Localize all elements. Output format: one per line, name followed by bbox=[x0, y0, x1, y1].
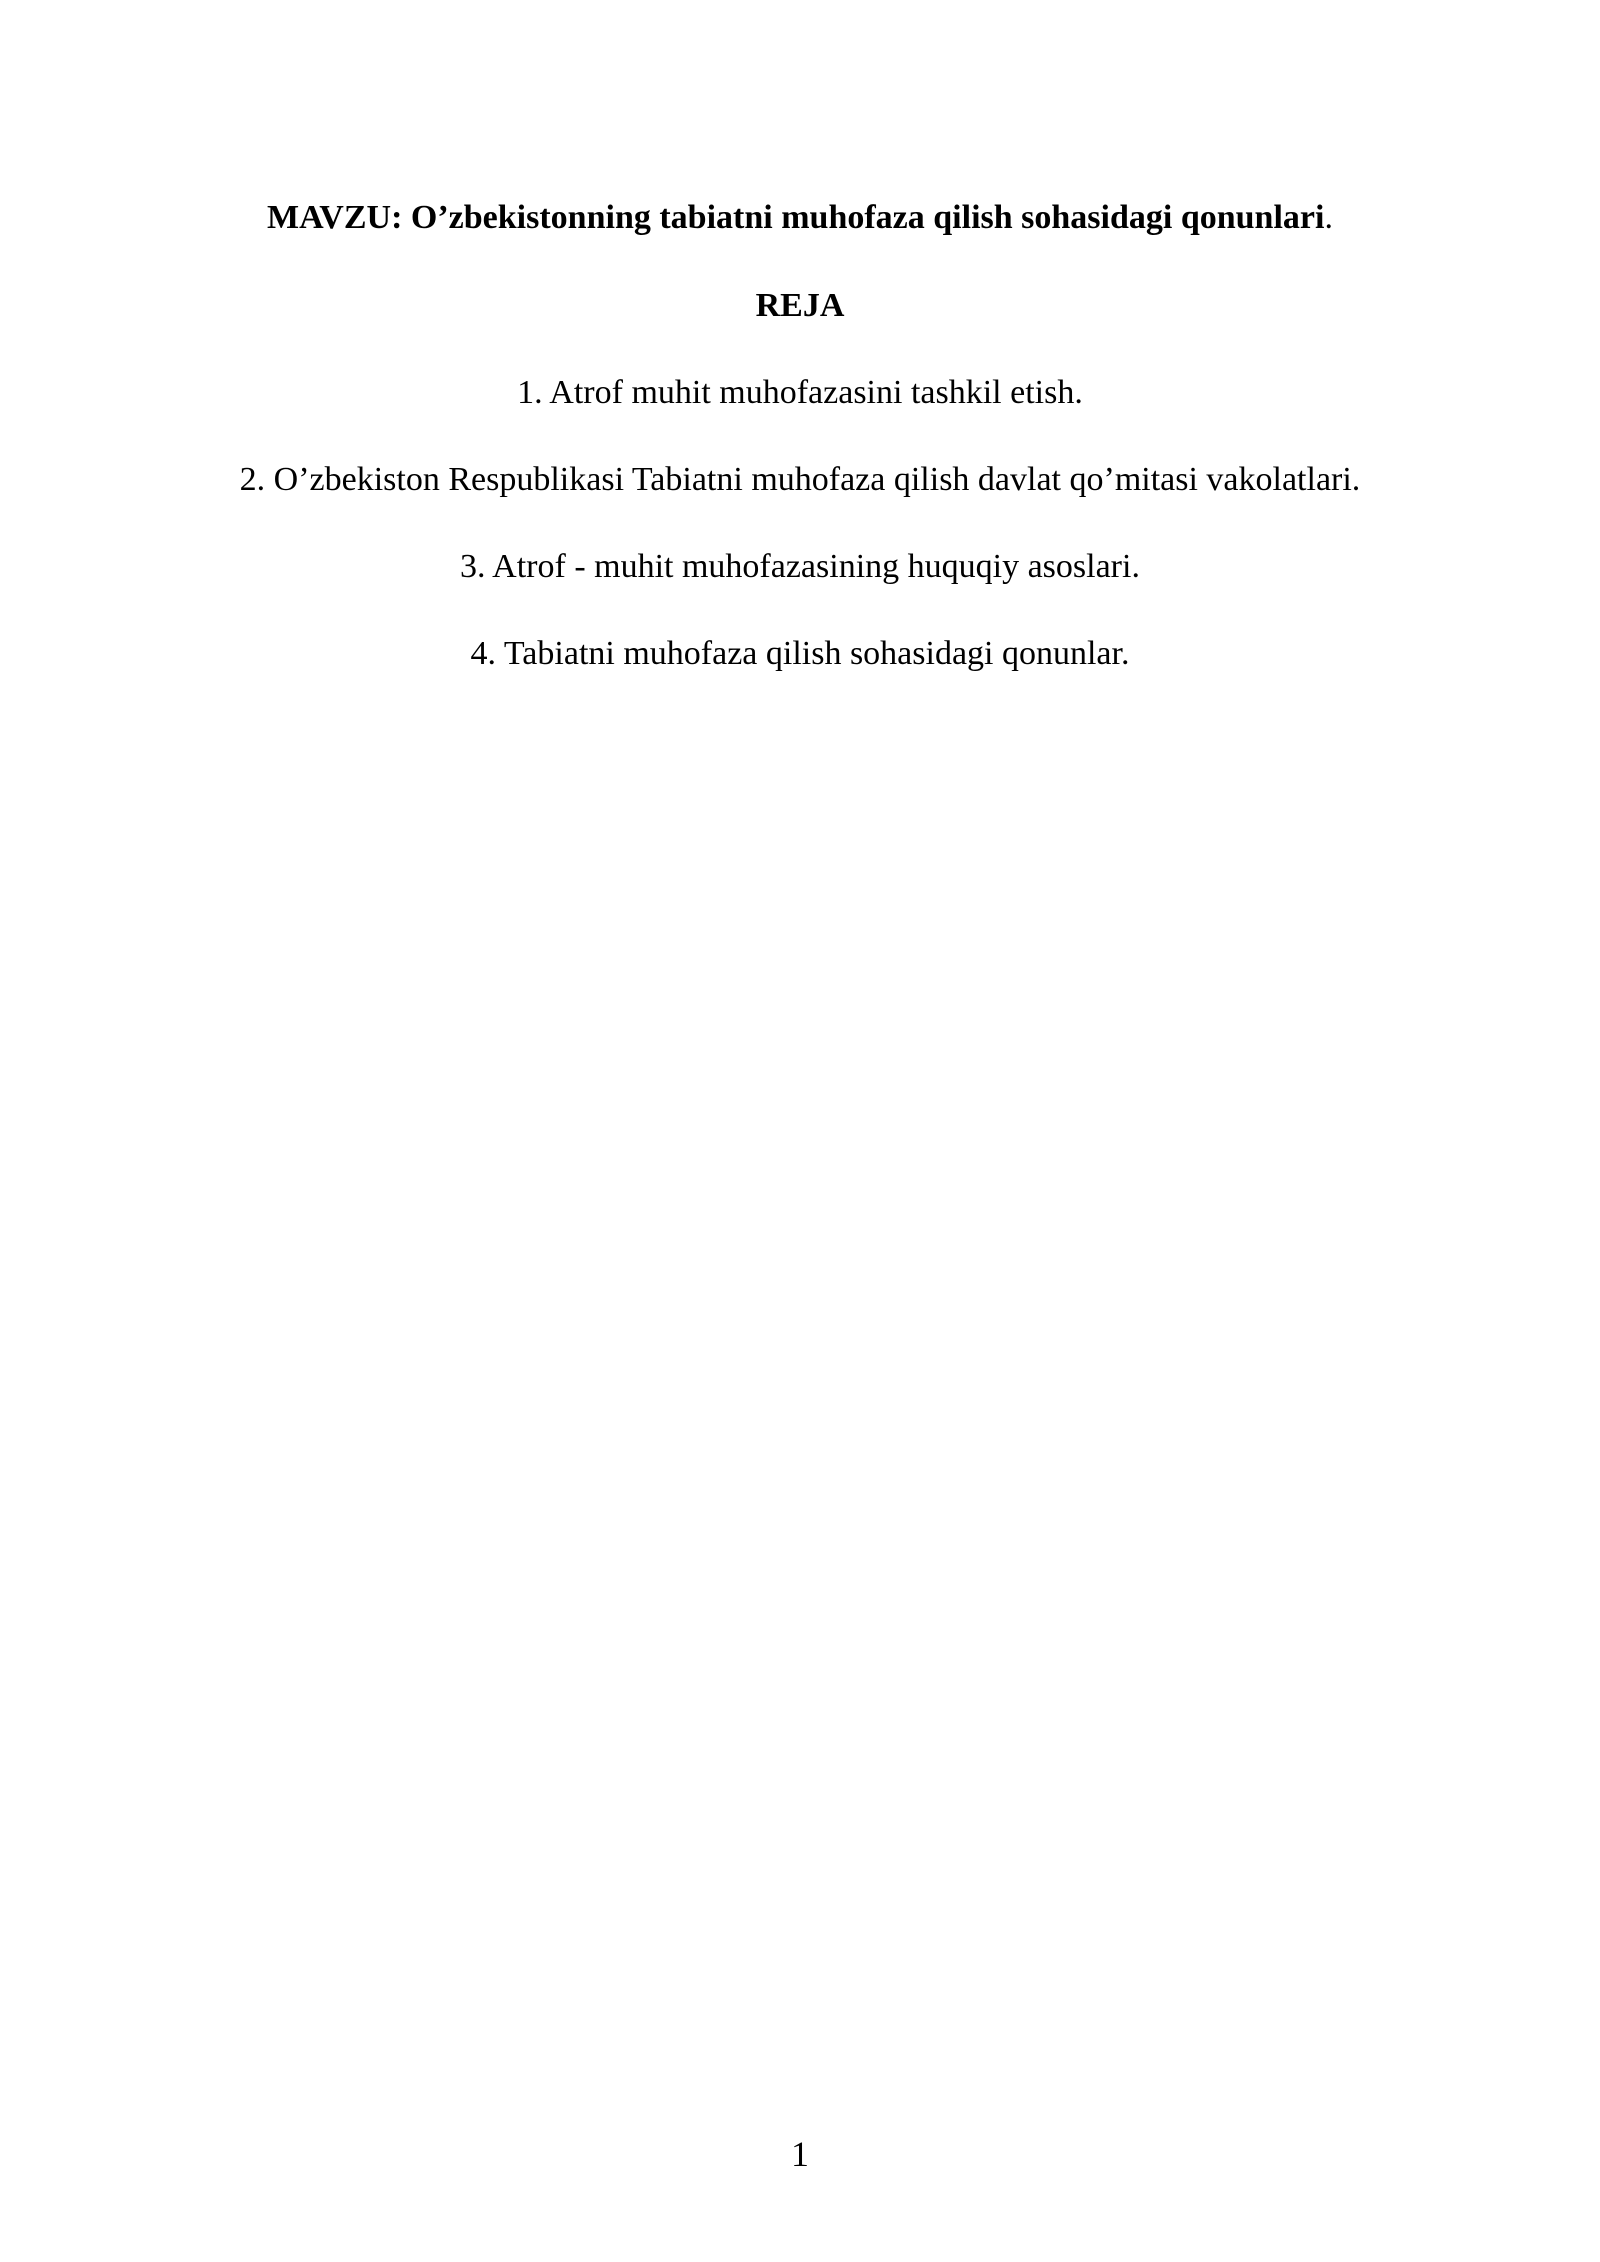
plan-item: 2. O’zbekiston Respublikasi Tabiatni muhofaza qilish davlat qo’mitasi vakolatlari. bbox=[239, 461, 1361, 498]
page-number: 1 bbox=[791, 2134, 809, 2174]
plan-item: 3. Atrof - muhit muhofazasining huquqiy asoslari. bbox=[460, 548, 1140, 585]
document-title-text: MAVZU: O’zbekistonning tabiatni muhofaza qilish sohasidagi qonunlari bbox=[267, 199, 1325, 236]
plan-heading: REJA bbox=[755, 287, 845, 324]
plan-item: 4. Tabiatni muhofaza qilish sohasidagi qonunlar. bbox=[470, 635, 1130, 672]
document-title bbox=[0, 198, 1600, 238]
plan-item: 1. Atrof muhit muhofazasini tashkil etish. bbox=[517, 374, 1083, 411]
document-title-period: . bbox=[1324, 199, 1333, 236]
